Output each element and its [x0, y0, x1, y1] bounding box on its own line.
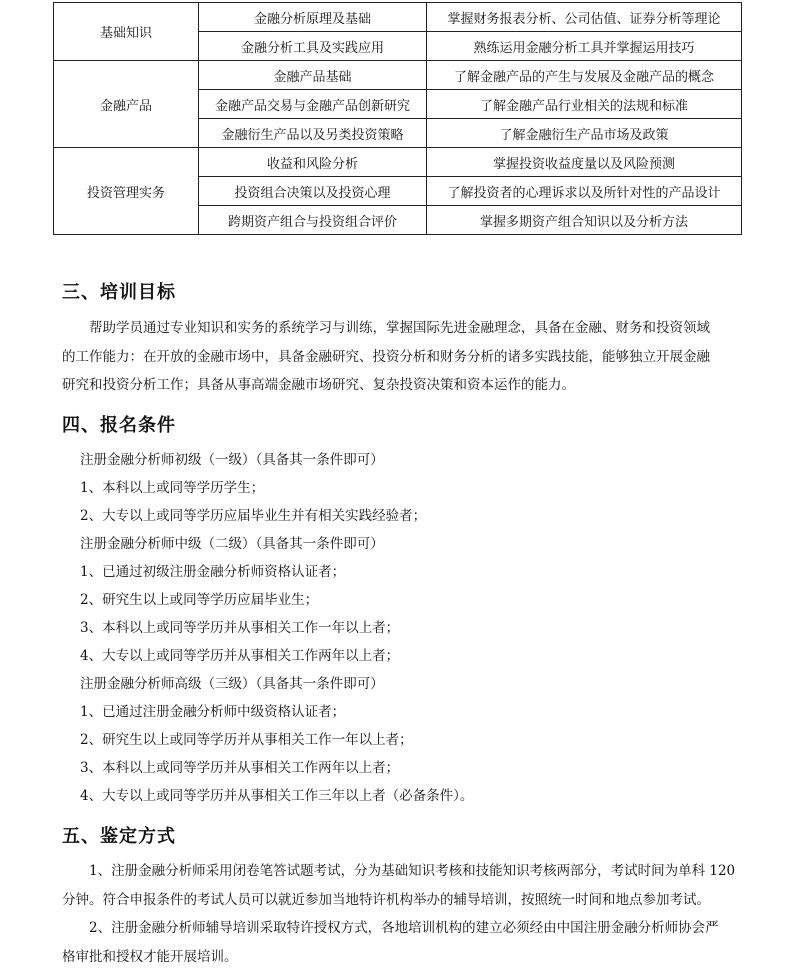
paragraph-line: 分钟。符合申报条件的考试人员可以就近参加当地特许机构举办的辅导培训，按照统一时间和地点参加考试。	[62, 891, 710, 908]
course-cell: 金融衍生产品以及另类投资策略	[199, 119, 427, 148]
list-item: 注册金融分析师中级（二级）（具备其一条件即可）	[80, 536, 384, 552]
paragraph-line: 格审批和授权才能开展培训。	[62, 948, 238, 965]
table-row	[54, 148, 742, 177]
list-item: 1、已通过注册金融分析师中级资格认证者；	[80, 704, 346, 720]
goal-cell: 了解金融产品的产生与发展及金融产品的概念	[427, 61, 742, 90]
list-item: 2、研究生以上或同等学历并从事相关工作一年以上者；	[80, 732, 413, 748]
course-cell: 金融产品交易与金融产品创新研究	[199, 90, 427, 119]
course-cell: 金融分析原理及基础	[199, 3, 427, 32]
goal-cell: 掌握投资收益度量以及风险预测	[427, 148, 742, 177]
paragraph-line: 1、注册金融分析师采用闭卷笔答试题考试，分为基础知识考核和技能知识考核两部分，考试时间为单科 120	[89, 863, 736, 879]
table-row	[54, 61, 742, 90]
list-item: 3、本科以上或同等学历并从事相关工作一年以上者；	[80, 620, 400, 636]
goal-cell: 掌握财务报表分析、公司估值、证券分析等理论	[427, 3, 742, 32]
list-item: 1、已通过初级注册金融分析师资格认证者；	[80, 564, 346, 580]
goal-cell: 了解金融产品行业相关的法规和标准	[427, 90, 742, 119]
list-item: 4、大专以上或同等学历并从事相关工作三年以上者（必备条件）。	[80, 788, 474, 804]
list-item: 4、大专以上或同等学历并从事相关工作两年以上者；	[80, 648, 400, 664]
course-cell: 金融分析工具及实践应用	[199, 32, 427, 61]
paragraph-line: 研究和投资分析工作；具备从事高端金融市场研究、复杂投资决策和资本运作的能力。	[62, 377, 575, 393]
course-cell: 金融产品基础	[199, 61, 427, 90]
list-item: 2、大专以上或同等学历应届毕业生并有相关实践经验者；	[80, 508, 427, 524]
assessment-paragraph-1	[62, 857, 742, 914]
section-heading-training-goals: 三、培训目标	[62, 282, 176, 303]
table-row	[54, 3, 742, 32]
goal-cell: 了解金融衍生产品市场及政策	[427, 119, 742, 148]
paragraph-line: 2、注册金融分析师辅导培训采取特许授权方式，各地培训机构的建立必须经由中国注册金融分析师协会严	[89, 920, 719, 936]
section-heading-requirements: 四、报名条件	[62, 415, 176, 436]
category-cell: 基础知识	[54, 3, 199, 61]
list-item: 2、研究生以上或同等学历应届毕业生；	[80, 592, 319, 608]
list-item: 注册金融分析师高级（三级）（具备其一条件即可）	[80, 676, 384, 692]
curriculum-table	[53, 2, 742, 235]
course-cell: 跨期资产组合与投资组合评价	[199, 206, 427, 235]
section-heading-assessment: 五、鉴定方式	[62, 826, 176, 847]
assessment-paragraph-2	[62, 914, 742, 971]
training-goals-paragraph	[62, 314, 742, 400]
list-item: 1、本科以上或同等学历学生；	[80, 480, 265, 496]
goal-cell: 熟练运用金融分析工具并掌握运用技巧	[427, 32, 742, 61]
list-item: 3、本科以上或同等学历并从事相关工作两年以上者；	[80, 760, 400, 776]
goal-cell: 掌握多期资产组合知识以及分析方法	[427, 206, 742, 235]
category-cell: 投资管理实务	[54, 148, 199, 235]
paragraph-line: 帮助学员通过专业知识和实务的系统学习与训练，掌握国际先进金融理念，具备在金融、财务和投资领域	[89, 320, 710, 336]
requirements-list	[80, 446, 473, 810]
category-cell: 金融产品	[54, 61, 199, 148]
paragraph-line: 的工作能力：在开放的金融市场中，具备金融研究、投资分析和财务分析的诸多实践技能，能够独立开展金融	[62, 348, 710, 365]
course-cell: 投资组合决策以及投资心理	[199, 177, 427, 206]
goal-cell: 了解投资者的心理诉求以及所针对性的产品设计	[427, 177, 742, 206]
list-item: 注册金融分析师初级（一级）（具备其一条件即可）	[80, 452, 384, 468]
course-cell: 收益和风险分析	[199, 148, 427, 177]
